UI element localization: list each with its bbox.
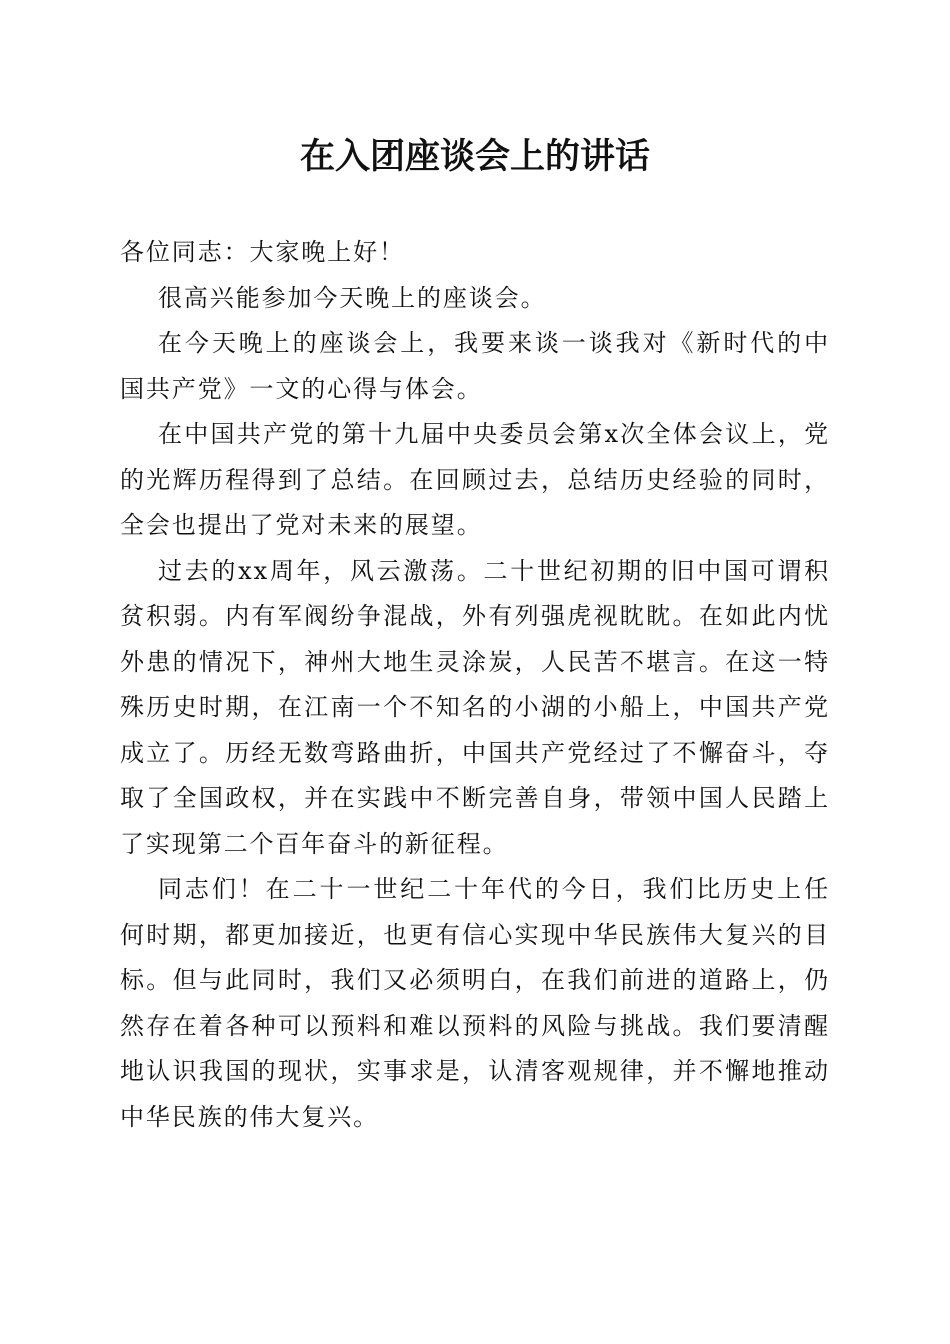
paragraph: 在中国共产党的第十九届中央委员会第x次全体会议上，党的光辉历程得到了总结。在回顾过去，总结历史经验的同时，全会也提出了党对未来的展望。 [120, 420, 830, 539]
paragraph: 同志们！在二十一世纪二十年代的今日，我们比历史上任何时期，都更加接近，也更有信心实现中华民族伟大复兴的目标。但与此同时，我们又必须明白，在我们前进的道路上，仍然存在着各种可以预料和难以预料的风险与挑战。我们要清醒地认识我国的现状，实事求是，认清客观规律，并不懈地推动中华民族的伟大复兴。 [120, 875, 830, 1131]
paragraph: 过去的xx周年，风云激荡。二十世纪初期的旧中国可谓积贫积弱。内有军阀纷争混战，外有列强虎视眈眈。在如此内忧外患的情况下，神州大地生灵涂炭，人民苦不堪言。在这一特殊历史时期，在江南一个不知名的小湖的小船上，中国共产党成立了。历经无数弯路曲折，中国共产党经过了不懈奋斗，夺取了全国政权，并在实践中不断完善自身，带领中国人民踏上了实现第二个百年奋斗的新征程。 [120, 556, 830, 858]
document-body [120, 230, 830, 1140]
document-title: 在入团座谈会上的讲话 [299, 136, 650, 177]
paragraph: 在今天晚上的座谈会上，我要来谈一谈我对《新时代的中国共产党》一文的心得与体会。 [120, 329, 830, 403]
paragraph-greeting: 各位同志：大家晚上好！ [120, 238, 405, 266]
paragraph: 很高兴能参加今天晚上的座谈会。 [158, 283, 547, 312]
